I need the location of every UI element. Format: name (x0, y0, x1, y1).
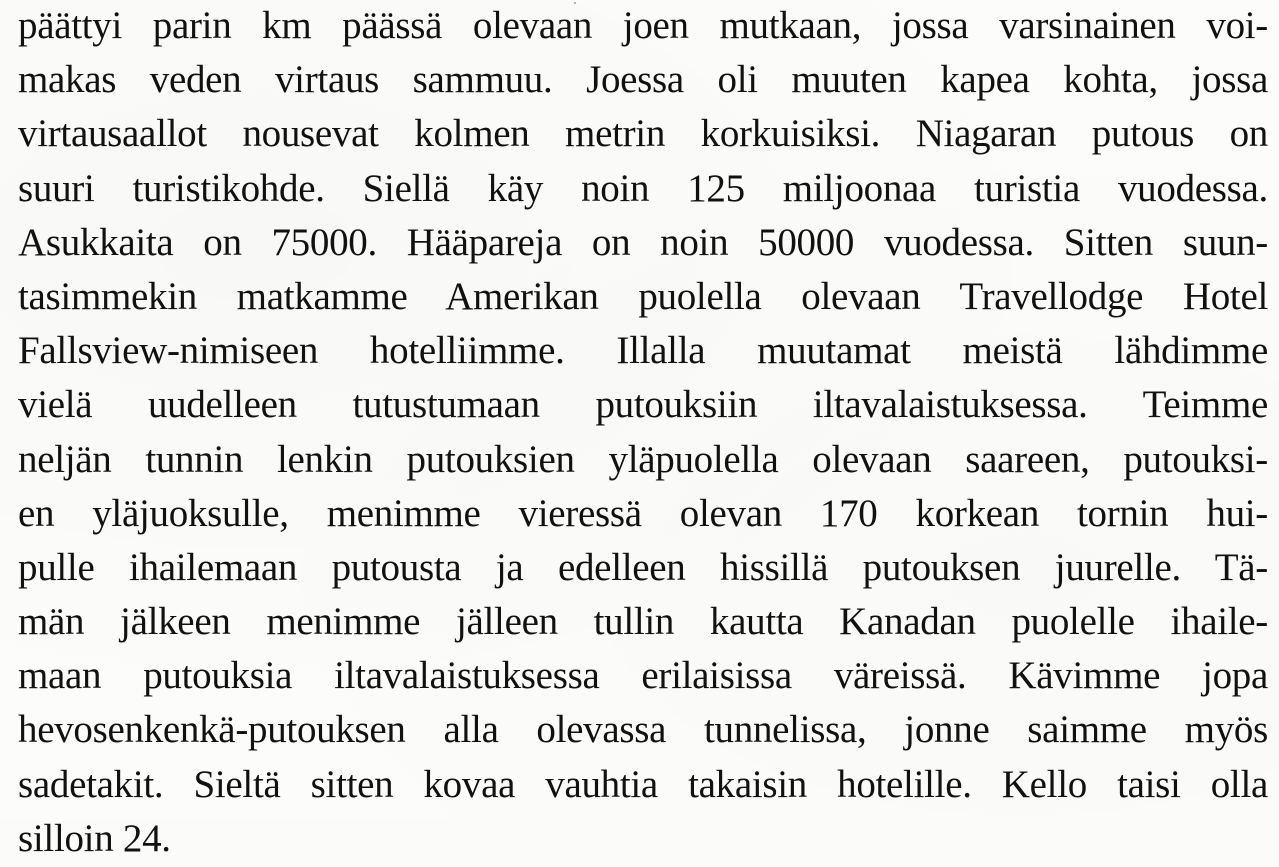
text-line-3: virtausaallot nousevat kolmen metrin korkuisiksi. Niagaran putous on (18, 112, 1268, 156)
text-line-11: pulle ihailemaan putousta ja edelleen hissillä putouksen juurelle. Tä- (18, 545, 1268, 589)
text-line-15: sadetakit. Sieltä sitten kovaa vauhtia takaisin hotelille. Kello taisi olla (18, 762, 1268, 806)
text-line-4: suuri turistikohde. Siellä käy noin 125 miljoonaa turistia vuodessa. (18, 166, 1268, 210)
text-line-1: päättyi parin km päässä olevaan joen mutkaan, jossa varsinainen voi- (18, 4, 1268, 47)
text-line-7: Fallsview-nimiseen hotelliimme. Illalla muutamat meistä lähdimme (18, 329, 1268, 373)
text-line-10: en yläjuoksulle, menimme vieressä olevan 170 korkean tornin hui- (18, 491, 1268, 535)
text-line-6: tasimmekin matkamme Amerikan puolella olevaan Travellodge Hotel (18, 274, 1268, 318)
text-line-9: neljän tunnin lenkin putouksien yläpuolella olevaan saareen, putouksi- (18, 437, 1268, 481)
body-text (18, 0, 1268, 867)
text-line-5: Asukkaita on 75000. Hääpareja on noin 50000 vuodessa. Sitten suun- (18, 220, 1268, 264)
text-line-13: maan putouksia iltavalaistuksessa erilaisissa väreissä. Kävimme jopa (18, 654, 1268, 698)
text-line-12: män jälkeen menimme jälleen tullin kautta Kanadan puolelle ihaile- (18, 600, 1268, 644)
text-line-2: makas veden virtaus sammuu. Joessa oli muuten kapea kohta, jossa (18, 58, 1268, 102)
text-line-16: silloin 24. (18, 816, 171, 860)
text-line-14: hevosenkenkä-putouksen alla olevassa tunnelissa, jonne saimme myös (18, 708, 1268, 752)
text-line-8: vielä uudelleen tutustumaan putouksiin iltavalaistuksessa. Teimme (18, 383, 1268, 427)
